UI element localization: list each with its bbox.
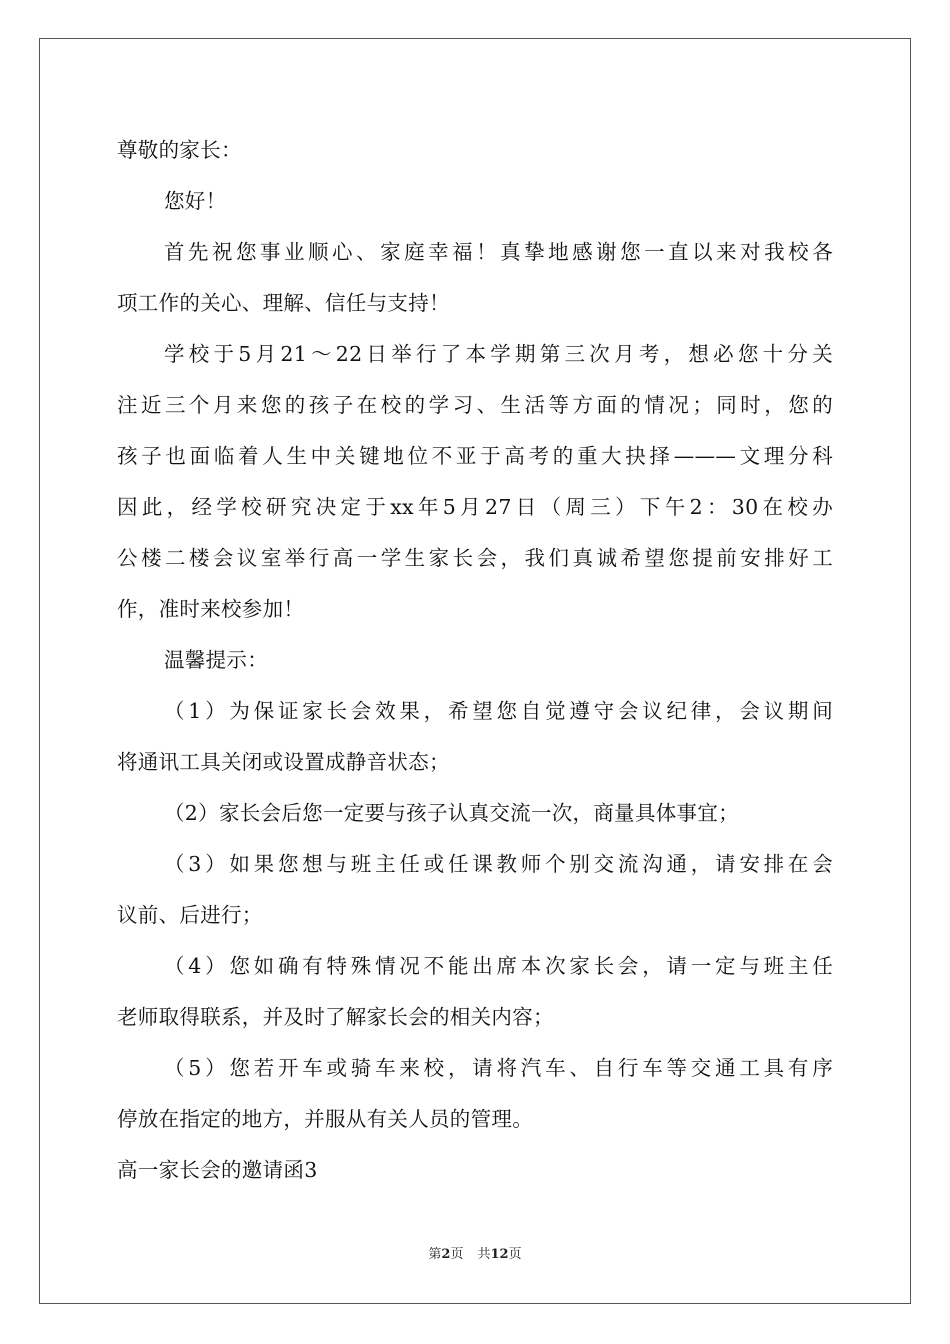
body-line: 公楼二楼会议室举行高一学生家长会，我们真诚希望您提前安排好工 xyxy=(117,546,833,570)
tip-item: 停放在指定的地方，并服从有关人员的管理。 xyxy=(117,1107,533,1131)
current-page-number: 2 xyxy=(441,1247,451,1262)
salutation: 尊敬的家长： xyxy=(117,138,242,162)
total-unit: 页 xyxy=(508,1247,522,1262)
page-unit: 页 xyxy=(450,1247,464,1262)
body-line: 孩子也面临着人生中关键地位不亚于高考的重大抉择———文理分科 xyxy=(117,444,833,468)
greeting: 您好！ xyxy=(164,189,227,213)
body-line: 项工作的关心、理解、信任与支持！ xyxy=(117,291,450,315)
tip-item: 议前、后进行； xyxy=(117,903,263,927)
tip-item: 老师取得联系，并及时了解家长会的相关内容； xyxy=(117,1005,554,1029)
total-prefix: 共 xyxy=(477,1247,491,1262)
total-page-count: 12 xyxy=(490,1247,509,1262)
section-title: 高一家长会的邀请函3 xyxy=(117,1158,318,1182)
tip-item: （2）家长会后您一定要与孩子认真交流一次，商量具体事宜； xyxy=(164,801,739,825)
tip-item: 将通讯工具关闭或设置成静音状态； xyxy=(117,750,450,774)
tips-heading: 温馨提示： xyxy=(164,648,268,672)
body-line: 首先祝您事业顺心、家庭幸福！真挚地感谢您一直以来对我校各 xyxy=(164,240,833,264)
tip-item: （4）您如确有特殊情况不能出席本次家长会，请一定与班主任 xyxy=(164,954,833,978)
body-line: 因此，经学校研究决定于xx年5月27日（周三）下午2：30在校办 xyxy=(117,495,833,519)
page-footer xyxy=(0,1246,950,1264)
body-line: 学校于5月21～22日举行了本学期第三次月考，想必您十分关 xyxy=(164,342,833,366)
body-line: 作，准时来校参加！ xyxy=(117,597,305,621)
page-prefix: 第 xyxy=(428,1247,442,1262)
tip-item: （1）为保证家长会效果，希望您自觉遵守会议纪律，会议期间 xyxy=(164,699,833,723)
body-line: 注近三个月来您的孩子在校的学习、生活等方面的情况；同时，您的 xyxy=(117,393,833,417)
tip-item: （5）您若开车或骑车来校，请将汽车、自行车等交通工具有序 xyxy=(164,1056,833,1080)
tip-item: （3）如果您想与班主任或任课教师个别交流沟通，请安排在会 xyxy=(164,852,833,876)
